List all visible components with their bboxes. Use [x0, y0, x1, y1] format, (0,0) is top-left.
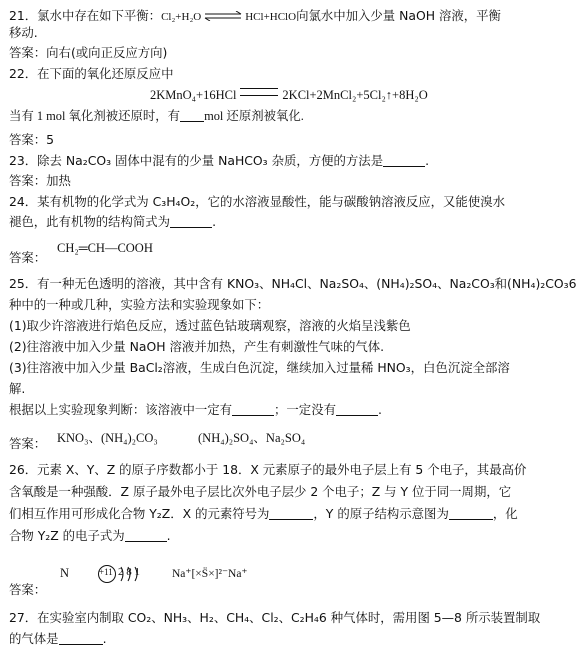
q26-answer-e: Na⁺[×S̈×]²⁻Na⁺ [172, 568, 248, 580]
q22-line3-b: mol 还原剂被氧化. [204, 109, 304, 123]
q26-line3-a: 们相互作用可形成化合物 Y₂Z．X 的元素符号为 [9, 506, 270, 521]
q25-blank-1 [232, 403, 274, 416]
q25-line1: 25．有一种无色透明的溶液，其中含有 KNO₃、NH₄Cl、Na₂SO₄、(NH₄)₂SO₄、Na₂CO₃和(NH₄)₂CO₃6 [9, 276, 577, 291]
q27-line2-a: 的气体是 [9, 631, 59, 646]
q25-answer-label: 答案： [9, 436, 47, 451]
q24-line2-text: 褪色，此有机物的结构简式为 [9, 214, 171, 229]
q21-line1 [9, 8, 501, 25]
q22-equation [150, 88, 428, 103]
equilibrium-arrow-icon [203, 9, 243, 25]
q26-blank-1 [269, 507, 313, 520]
q26-line3 [9, 506, 518, 522]
q24-answer-formula: CH₂═CH—COOH [57, 241, 153, 255]
q25-line7-a: 根据以上实验现象判断：该溶液中一定有 [9, 402, 233, 417]
q22-blank [180, 109, 204, 122]
q24-line1: 24．某有机物的化学式为 C₃H₄O₂，它的水溶液显酸性，能与碳酸钠溶液反应，又能使溴水 [9, 194, 505, 209]
q26-line4-b: . [166, 528, 171, 543]
q26-blank-3 [125, 529, 167, 542]
equals-sign-icon [240, 88, 278, 96]
q25-answer-b: (NH₄)₂SO₄、Na₂SO₄ [198, 431, 306, 445]
q26-line4 [9, 528, 171, 544]
q23-blank [383, 154, 425, 167]
q24-answer-label: 答案： [9, 250, 47, 265]
q25-line2: 种中的一种或几种，实验方法和实验现象如下： [9, 297, 270, 312]
q25-line5: (3)往溶液中加入少量 BaCl₂溶液，生成白色沉淀，继续加入过量稀 HNO₃，白色沉淀全部溶 [9, 360, 510, 375]
q23-question [9, 153, 429, 169]
q27-line1: 27．在实验室内制取 CO₂、NH₃、H₂、CH₄、Cl₂、C₂H₄6 种气体时，需用图 5—8 所示装置制取 [9, 610, 541, 625]
q25-line7-c: . [377, 402, 382, 417]
q23-end: . [425, 153, 430, 168]
q25-line7-b: ；一定没有 [274, 402, 336, 417]
atom-nucleus: +11 [99, 567, 113, 577]
q22-line3-a: 当有 1 mol 氧化剂被还原时，有 [9, 109, 181, 123]
q22-title: 22．在下面的氧化还原反应中 [9, 66, 174, 81]
q25-line3: (1)取少许溶液进行焰色反应，透过蓝色钴玻璃观察，溶液的火焰呈浅紫色 [9, 318, 411, 333]
q25-line4: (2)往溶液中加入少量 NaOH 溶液并加热，产生有刺激性气味的气体. [9, 339, 385, 354]
q26-line2: 含氧酸是一种强酸．Z 原子最外电子层比次外电子层少 2 个电子；Z 与 Y 位于同一周期，它 [9, 484, 512, 499]
atom-shells: 2 8 1 [118, 566, 140, 578]
q23-answer: 答案：加热 [9, 173, 71, 188]
q22-eq-left: 2KMnO₄+16HCl [150, 88, 237, 102]
q25-line7 [9, 402, 382, 418]
q26-answer-label: 答案： [9, 582, 47, 597]
q21-line2: 移动. [9, 25, 38, 40]
q21-prefix: 21．氯水中存在如下平衡： [9, 8, 162, 23]
q21-eq-right: HCl+HClO [245, 11, 297, 23]
q26-answer-n: N [60, 566, 70, 580]
q25-answer-a: KNO₃、(NH₄)₂CO₃ [57, 431, 158, 445]
q22-line3 [9, 108, 304, 124]
q26-line3-c: ，化 [492, 506, 518, 521]
q24-line2 [9, 214, 216, 230]
q26-line3-b: ，Y 的原子结构示意图为 [313, 506, 449, 521]
q25-blank-2 [336, 403, 378, 416]
q24-blank [170, 215, 212, 228]
q21-suffix: 向氯水中加入少量 NaOH 溶液，平衡 [296, 8, 501, 23]
q21-answer: 答案：向右(或向正反应方向) [9, 45, 168, 60]
q22-eq-right: 2KCl+2MnCl₂+5Cl₂↑+8H₂O [282, 88, 428, 102]
q26-blank-2 [449, 507, 493, 520]
q25-line6: 解. [9, 381, 26, 396]
q27-line2 [9, 631, 107, 647]
q24-end: . [212, 214, 217, 229]
q26-line1: 26．元素 X、Y、Z 的原子序数都小于 18．X 元素原子的最外电子层上有 5 个电子，其最高价 [9, 462, 527, 477]
q23-text: 23．除去 Na₂CO₃ 固体中混有的少量 NaHCO₃ 杂质，方便的方法是 [9, 153, 384, 168]
q21-eq-left: Cl₂+H₂O [161, 11, 202, 23]
q26-line4-a: 合物 Y₂Z 的电子式为 [9, 528, 125, 543]
q27-line2-b: . [102, 631, 107, 646]
q27-blank [59, 632, 103, 645]
q22-answer: 答案：5 [9, 132, 55, 147]
